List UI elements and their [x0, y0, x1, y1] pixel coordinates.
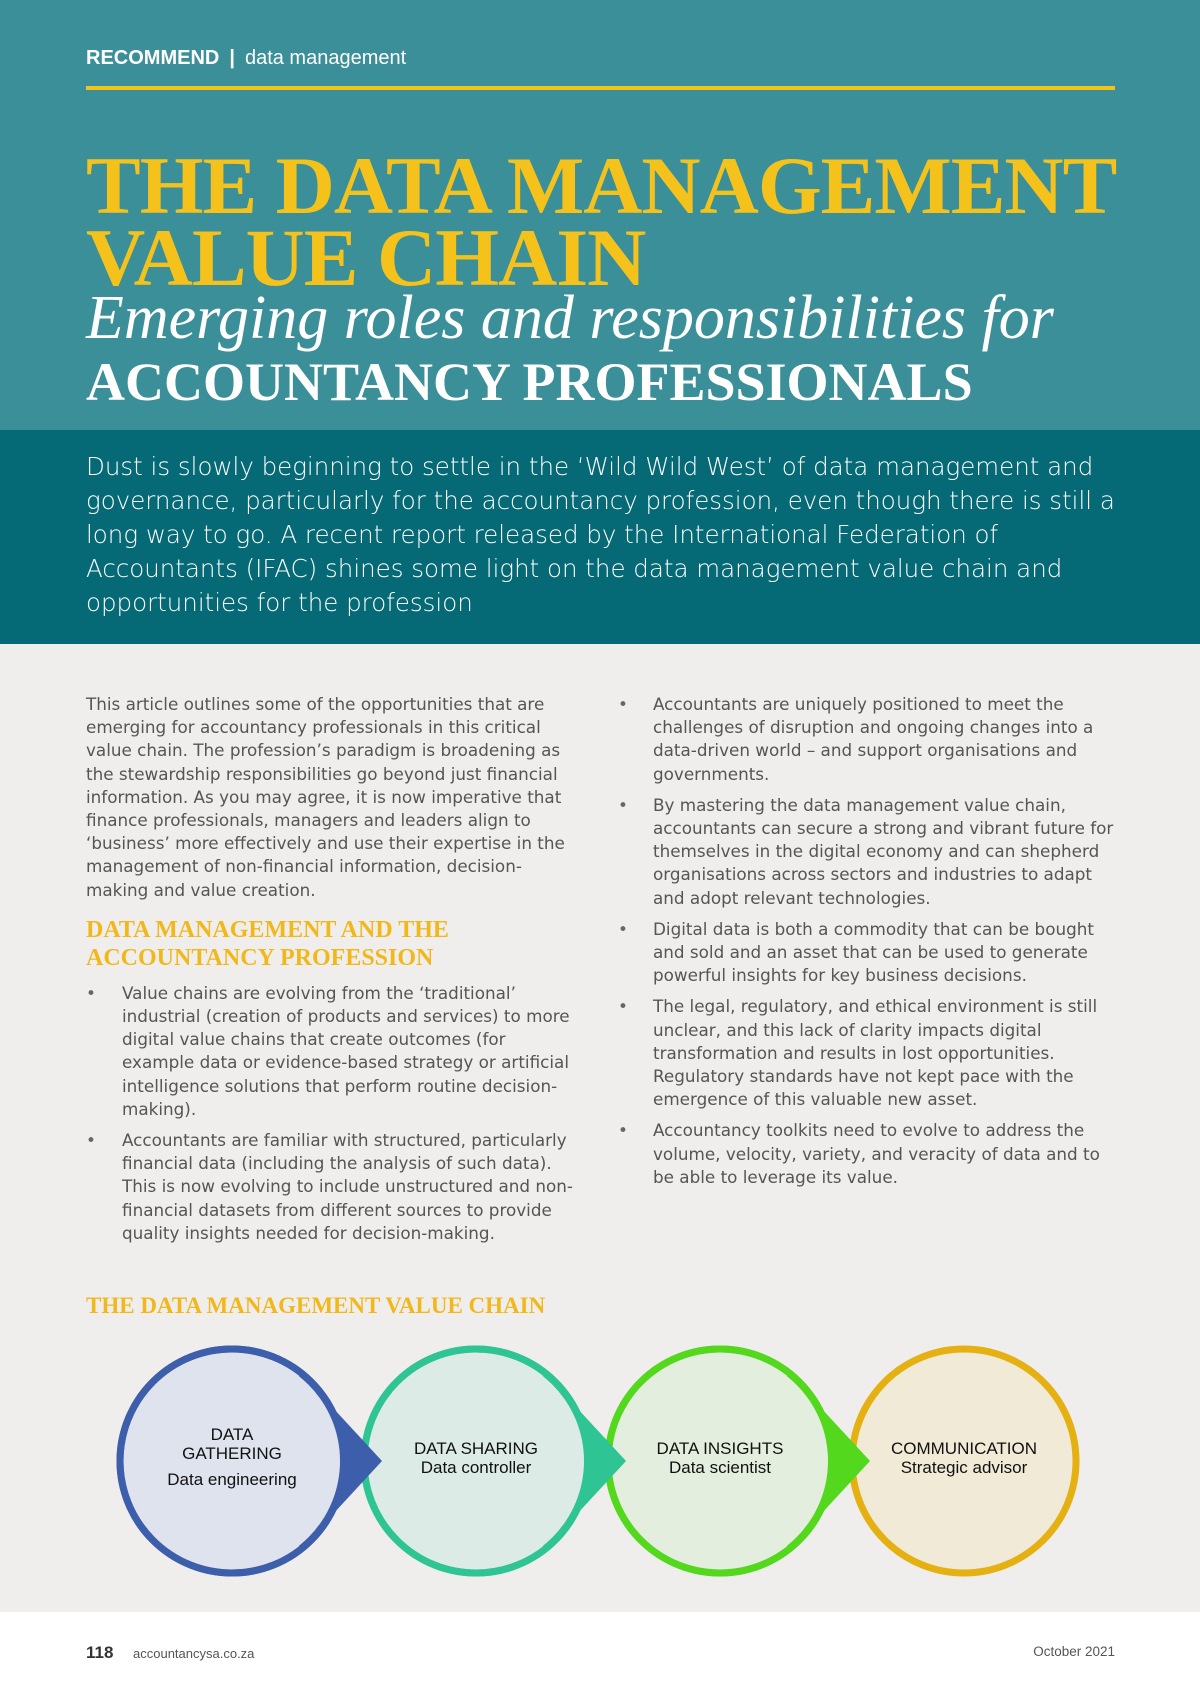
article-subtitle: Emerging roles and responsibilities for: [86, 284, 1054, 352]
step-4-role: Strategic advisor: [900, 1458, 1028, 1477]
bullet-item: • Accountants are familiar with structured, particularly financial data (including the analysis of such data). This is now evolving to include unstructured and non-financial datasets from different sources to provide quality insights needed for decision-making.: [86, 1129, 576, 1245]
diagram-title: THE DATA MANAGEMENT VALUE CHAIN: [86, 1293, 546, 1318]
value-chain-diagram: [0, 1335, 1200, 1595]
website-link[interactable]: accountancysa.co.za: [133, 1646, 255, 1661]
step-1-title-line-2: GATHERING: [182, 1444, 282, 1463]
bullet-item: • Accountants are uniquely positioned to meet the challenges of disruption and ongoing changes into a data-driven world – and support organisations and governments.: [612, 693, 1120, 786]
bullet-item: • The legal, regulatory, and ethical environment is still unclear, and this lack of clarity impacts digital transformation and results in lost opportunities. Regulatory standards have not kept pace with the emergence of this valuable new asset.: [612, 995, 1120, 1111]
bullet-item: • Value chains are evolving from the ‘traditional’ industrial (creation of products and services) to more digital value chains that create outcomes (for example data or evidence-based strategy or artificial intelligence solutions that perform routine decision-making).: [86, 982, 576, 1121]
step-1-role: Data engineering: [167, 1470, 297, 1489]
intro-band: [0, 430, 1200, 644]
bullet-item: • Digital data is both a commodity that can be bought and sold and an asset that can be used to generate powerful insights for key business decisions.: [612, 918, 1120, 988]
article-subtitle-emphasis: ACCOUNTANCY PROFESSIONALS: [86, 352, 973, 412]
left-bullet-list: [86, 982, 576, 1245]
section-topic: data management: [244, 47, 407, 69]
section-heading-line-1: DATA MANAGEMENT AND THE: [86, 916, 449, 943]
section-separator: |: [229, 47, 235, 69]
title-line-1: THE DATA MANAGEMENT: [86, 140, 1117, 231]
right-bullet-list: [612, 693, 1120, 1189]
title-line-2: VALUE CHAIN: [86, 212, 646, 303]
issue-date: October 2021: [1033, 1644, 1115, 1659]
page-footer: [0, 1612, 1200, 1696]
step-3-role: Data scientist: [668, 1458, 772, 1477]
section-label: RECOMMEND: [86, 47, 220, 69]
body-paragraph: This article outlines some of the opportunities that are emerging for accountancy professionals in this critical value chain. The profession’s paradigm is broadening as the stewardship responsibilities go beyond just financial information. As you may agree, it is now imperative that finance professionals, managers and leaders align to ‘business’ more effectively and use their expertise in the management of non-financial information, decision-making and value creation.: [86, 694, 565, 900]
right-column: [612, 693, 1120, 1197]
header-rule: [86, 86, 1115, 90]
section-kicker: [86, 47, 406, 70]
bullet-item: • Accountancy toolkits need to evolve to address the volume, velocity, variety, and veracity of data and to be able to leverage its value.: [612, 1119, 1120, 1189]
bullet-item: • By mastering the data management value chain, accountants can secure a strong and vibrant future for themselves in the digital economy and can shepherd organisations across sectors and industries to adapt and adopt relevant technologies.: [612, 794, 1120, 910]
step-2-role: Data controller: [420, 1458, 532, 1477]
page-number: 118: [86, 1643, 114, 1662]
section-heading-line-2: ACCOUNTANCY PROFESSION: [86, 944, 434, 971]
step-4-title: COMMUNICATION: [890, 1439, 1038, 1458]
step-2-title: DATA SHARING: [413, 1439, 539, 1458]
header-band: [0, 0, 1200, 430]
step-1-title-line-1: DATA: [210, 1425, 254, 1444]
step-3-title: DATA INSIGHTS: [656, 1439, 784, 1458]
section-heading: [86, 916, 576, 972]
left-column: [86, 693, 576, 1253]
article-title: [86, 140, 1117, 303]
intro-text: Dust is slowly beginning to settle in the ‘Wild Wild West’ of data management and governance, particularly for the accountancy profession, even though there is still a long way to go. A recent report released by the International Federation of Accountants (IFAC) shines some light on the data management value chain and opportunities for the profession: [86, 452, 1115, 617]
